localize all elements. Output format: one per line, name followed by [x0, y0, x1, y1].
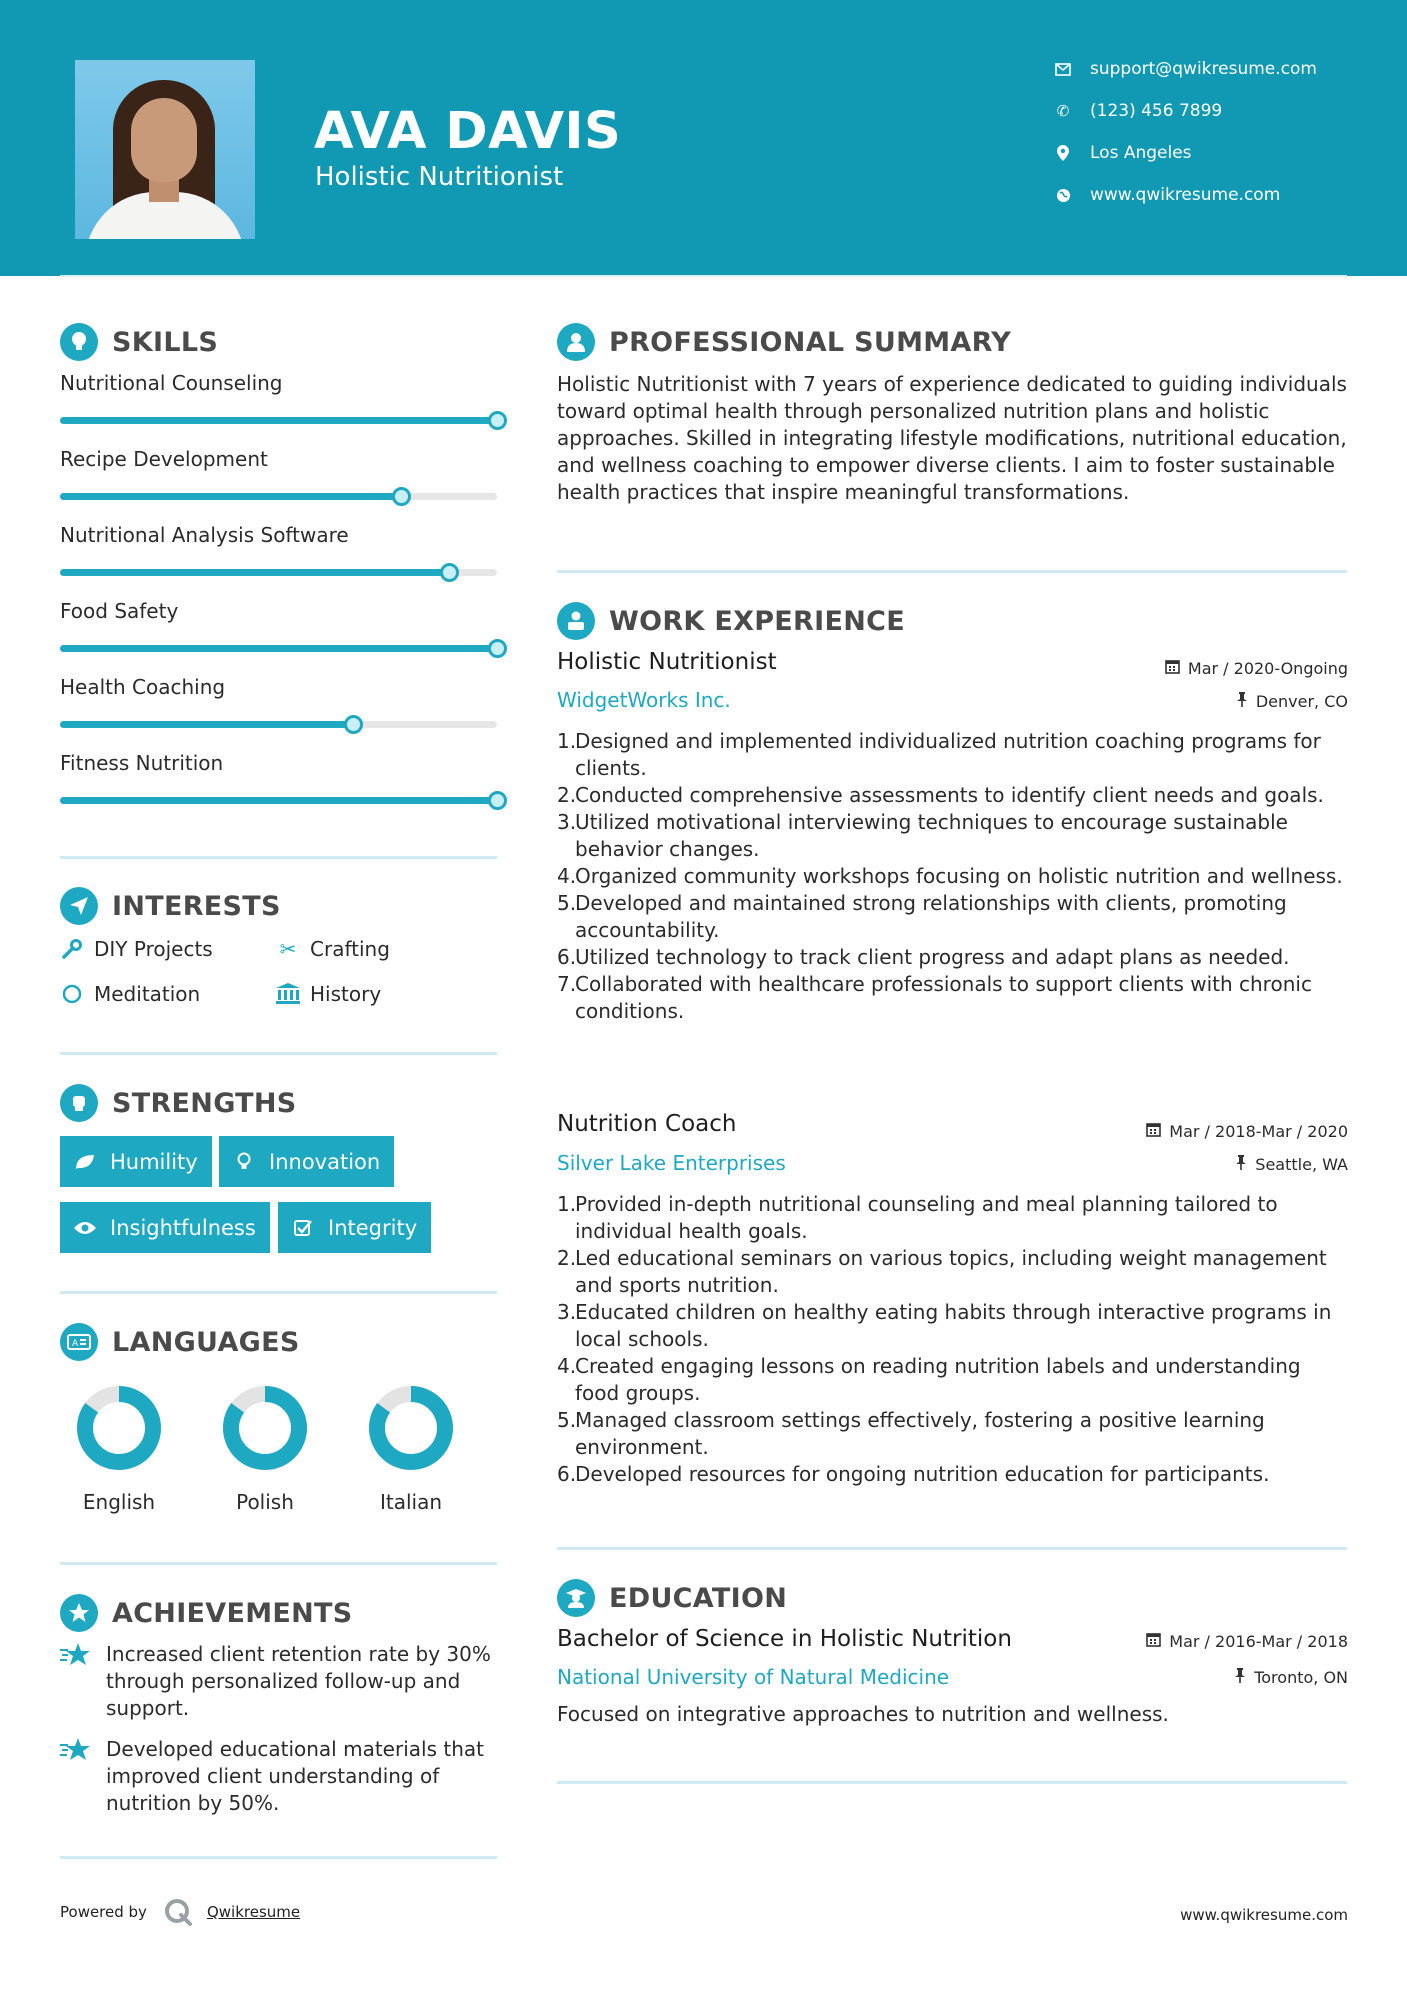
svg-text:A: A [72, 1339, 79, 1349]
check-square-icon [290, 1215, 316, 1241]
globe-icon [1054, 186, 1072, 204]
language-label: Italian [379, 1490, 443, 1514]
education-description: Focused on integrative approaches to nutrition and wellness. [557, 1702, 1169, 1726]
responsibility-item: 1. Provided in-depth nutritional counseling and meal planning tailored to individual health goals. [557, 1192, 1278, 1243]
language-icon [60, 1323, 98, 1361]
contact-website[interactable]: www.qwikresume.com [1054, 183, 1394, 207]
skill-level-fill [60, 797, 497, 804]
education-degree: Bachelor of Science in Holistic Nutrition [557, 1626, 1012, 1652]
qwikresume-logo-icon [163, 1897, 193, 1927]
strength-tag: Innovation [219, 1136, 394, 1187]
skill-label: Nutritional Counseling [60, 371, 283, 395]
header-divider [60, 275, 1347, 277]
responsibility-item: 5. Developed and maintained strong relationships with clients, promoting accountability. [557, 891, 1287, 942]
experience-heading: WORK EXPERIENCE [557, 601, 905, 641]
language-proficiency-ring [75, 1384, 163, 1472]
responsibility-item: 4. Organized community workshops focusing on holistic nutrition and wellness. [557, 864, 1343, 888]
interest-item: ✂ Crafting [276, 937, 390, 961]
skills-divider [60, 856, 497, 859]
paper-plane-icon [60, 887, 98, 925]
pushpin-icon [1236, 692, 1248, 711]
skill-label: Health Coaching [60, 675, 226, 699]
scissors-icon: ✂ [279, 937, 297, 961]
footer-powered-by: Powered by Qwikresume [60, 1897, 300, 1927]
skills-heading: SKILLS [60, 322, 218, 362]
job-location: Denver, CO [1236, 692, 1348, 711]
museum-icon [276, 982, 300, 1006]
skill-level-bar [60, 493, 497, 500]
eye-icon [72, 1215, 98, 1241]
calendar-icon [1146, 1122, 1161, 1141]
skill-label: Food Safety [60, 599, 179, 623]
responsibility-item: 1. Designed and implemented individualized nutrition coaching programs for clients. [557, 729, 1321, 780]
interest-item: DIY Projects [60, 937, 213, 961]
skill-level-fill [60, 721, 353, 728]
phone-icon: ✆ [1056, 102, 1070, 120]
responsibility-item: 2. Conducted comprehensive assessments to identify client needs and goals. [557, 783, 1324, 807]
map-pin-icon [1054, 144, 1072, 162]
language-item [351, 1384, 471, 1514]
achievements-divider [60, 1856, 497, 1859]
language-item [205, 1384, 325, 1514]
strength-tag: Humility [60, 1136, 212, 1187]
language-proficiency-ring [367, 1384, 455, 1472]
skill-level-fill [60, 645, 497, 652]
graduate-icon [557, 1579, 595, 1617]
responsibility-item: 5. Managed classroom settings effectively, fostering a positive learning environment. [557, 1408, 1265, 1459]
interests-heading: INTERESTS [60, 886, 281, 926]
education-dates: Mar / 2016-Mar / 2018 [1146, 1632, 1348, 1651]
fist-icon [60, 1084, 98, 1122]
job-location: Seattle, WA [1235, 1155, 1348, 1174]
education-location: Toronto, ON [1234, 1668, 1348, 1687]
strengths-divider [60, 1291, 497, 1294]
interests-divider [60, 1052, 497, 1055]
skill-level-bar [60, 569, 497, 576]
responsibility-item: 2. Led educational seminars on various topics, including weight management and sports nutrition. [557, 1246, 1327, 1297]
education-heading: EDUCATION [557, 1578, 787, 1618]
experience-divider [557, 1547, 1347, 1550]
job-title: Nutrition Coach [557, 1111, 737, 1137]
leaf-icon [72, 1149, 98, 1175]
job-company: Silver Lake Enterprises [557, 1151, 786, 1175]
skill-level-bar [60, 721, 497, 728]
skill-level-fill [60, 417, 497, 424]
responsibility-item: 3. Utilized motivational interviewing techniques to encourage sustainable behavior changes. [557, 810, 1288, 861]
skill-level-knob [488, 791, 507, 810]
skill-level-knob [392, 487, 411, 506]
language-label: English [82, 1490, 156, 1514]
contact-phone[interactable]: ✆ (123) 456 7899 [1054, 99, 1394, 123]
achievements-heading: ACHIEVEMENTS [60, 1593, 353, 1633]
achievement-item: Increased client retention rate by 30% through personalized follow-up and support. [60, 1641, 500, 1722]
lightbulb-icon [231, 1149, 257, 1175]
language-item [59, 1384, 179, 1514]
footer-website[interactable]: www.qwikresume.com [1180, 1906, 1348, 1924]
languages-divider [60, 1562, 497, 1565]
user-icon [557, 323, 595, 361]
strength-tag: Insightfulness [60, 1202, 270, 1253]
star-icon [60, 1736, 92, 1762]
job-company: WidgetWorks Inc. [557, 688, 731, 712]
calendar-icon [1146, 1632, 1161, 1651]
circle-icon [60, 982, 84, 1006]
interest-item: History [276, 982, 381, 1006]
education-school: National University of Natural Medicine [557, 1665, 950, 1689]
star-icon [60, 1641, 92, 1667]
skill-level-bar [60, 645, 497, 652]
briefcase-user-icon [557, 602, 595, 640]
achievement-item: Developed educational materials that improved client understanding of nutrition by 50%. [60, 1736, 500, 1817]
skill-level-knob [488, 639, 507, 658]
skill-level-fill [60, 493, 401, 500]
responsibility-item: 7. Collaborated with healthcare professionals to support clients with chronic conditions. [557, 972, 1312, 1023]
contact-email[interactable]: support@qwikresume.com [1054, 57, 1394, 81]
contact-location: Los Angeles [1054, 141, 1394, 165]
resume-header [0, 0, 1407, 276]
language-label: Polish [236, 1490, 294, 1514]
candidate-role: Holistic Nutritionist [315, 162, 564, 192]
responsibility-item: 3. Educated children on healthy eating habits through interactive programs in local schools. [557, 1300, 1332, 1351]
skill-level-knob [488, 411, 507, 430]
skill-level-bar [60, 797, 497, 804]
star-badge-icon [60, 1594, 98, 1632]
skill-level-fill [60, 569, 449, 576]
languages-heading: A LANGUAGES [60, 1322, 300, 1362]
skill-label: Nutritional Analysis Software [60, 523, 349, 547]
summary-text: Holistic Nutritionist with 7 years of experience dedicated to guiding individuals toward optimal health through personalized nutrition plans and holistic approaches. Skilled in integrating lifestyle modifications, nutritional education, and wellness coaching to empower diverse clients. I aim to foster sustainable health practices that inspire meaningful transformations. [557, 372, 1347, 504]
summary-heading: PROFESSIONAL SUMMARY [557, 322, 1011, 362]
job-dates: Mar / 2020-Ongoing [1165, 659, 1348, 678]
interest-item: Meditation [60, 982, 200, 1006]
job-dates: Mar / 2018-Mar / 2020 [1146, 1122, 1348, 1141]
job-responsibilities [557, 728, 1347, 1025]
pushpin-icon [1235, 1155, 1247, 1174]
strengths-heading: STRENGTHS [60, 1083, 297, 1123]
responsibility-item: 6. Developed resources for ongoing nutrition education for participants. [557, 1462, 1270, 1486]
skill-level-knob [440, 563, 459, 582]
skill-level-knob [344, 715, 363, 734]
lightbulb-icon [60, 323, 98, 361]
wrench-icon [60, 937, 84, 961]
skill-label: Recipe Development [60, 447, 268, 471]
candidate-name: AVA DAVIS [314, 102, 622, 161]
pushpin-icon [1234, 1668, 1246, 1687]
skill-level-bar [60, 417, 497, 424]
language-proficiency-ring [221, 1384, 309, 1472]
job-title: Holistic Nutritionist [557, 649, 777, 675]
skill-label: Fitness Nutrition [60, 751, 224, 775]
strength-tag: Integrity [278, 1202, 431, 1253]
profile-photo [75, 60, 255, 239]
qwikresume-link[interactable]: Qwikresume [206, 1903, 301, 1921]
summary-divider [557, 570, 1347, 573]
education-divider [557, 1781, 1347, 1784]
responsibility-item: 6. Utilized technology to track client progress and adapt plans as needed. [557, 945, 1290, 969]
calendar-icon [1165, 659, 1180, 678]
responsibility-item: 4. Created engaging lessons on reading nutrition labels and understanding food groups. [557, 1354, 1301, 1405]
job-responsibilities [557, 1191, 1347, 1488]
envelope-icon [1054, 60, 1072, 78]
